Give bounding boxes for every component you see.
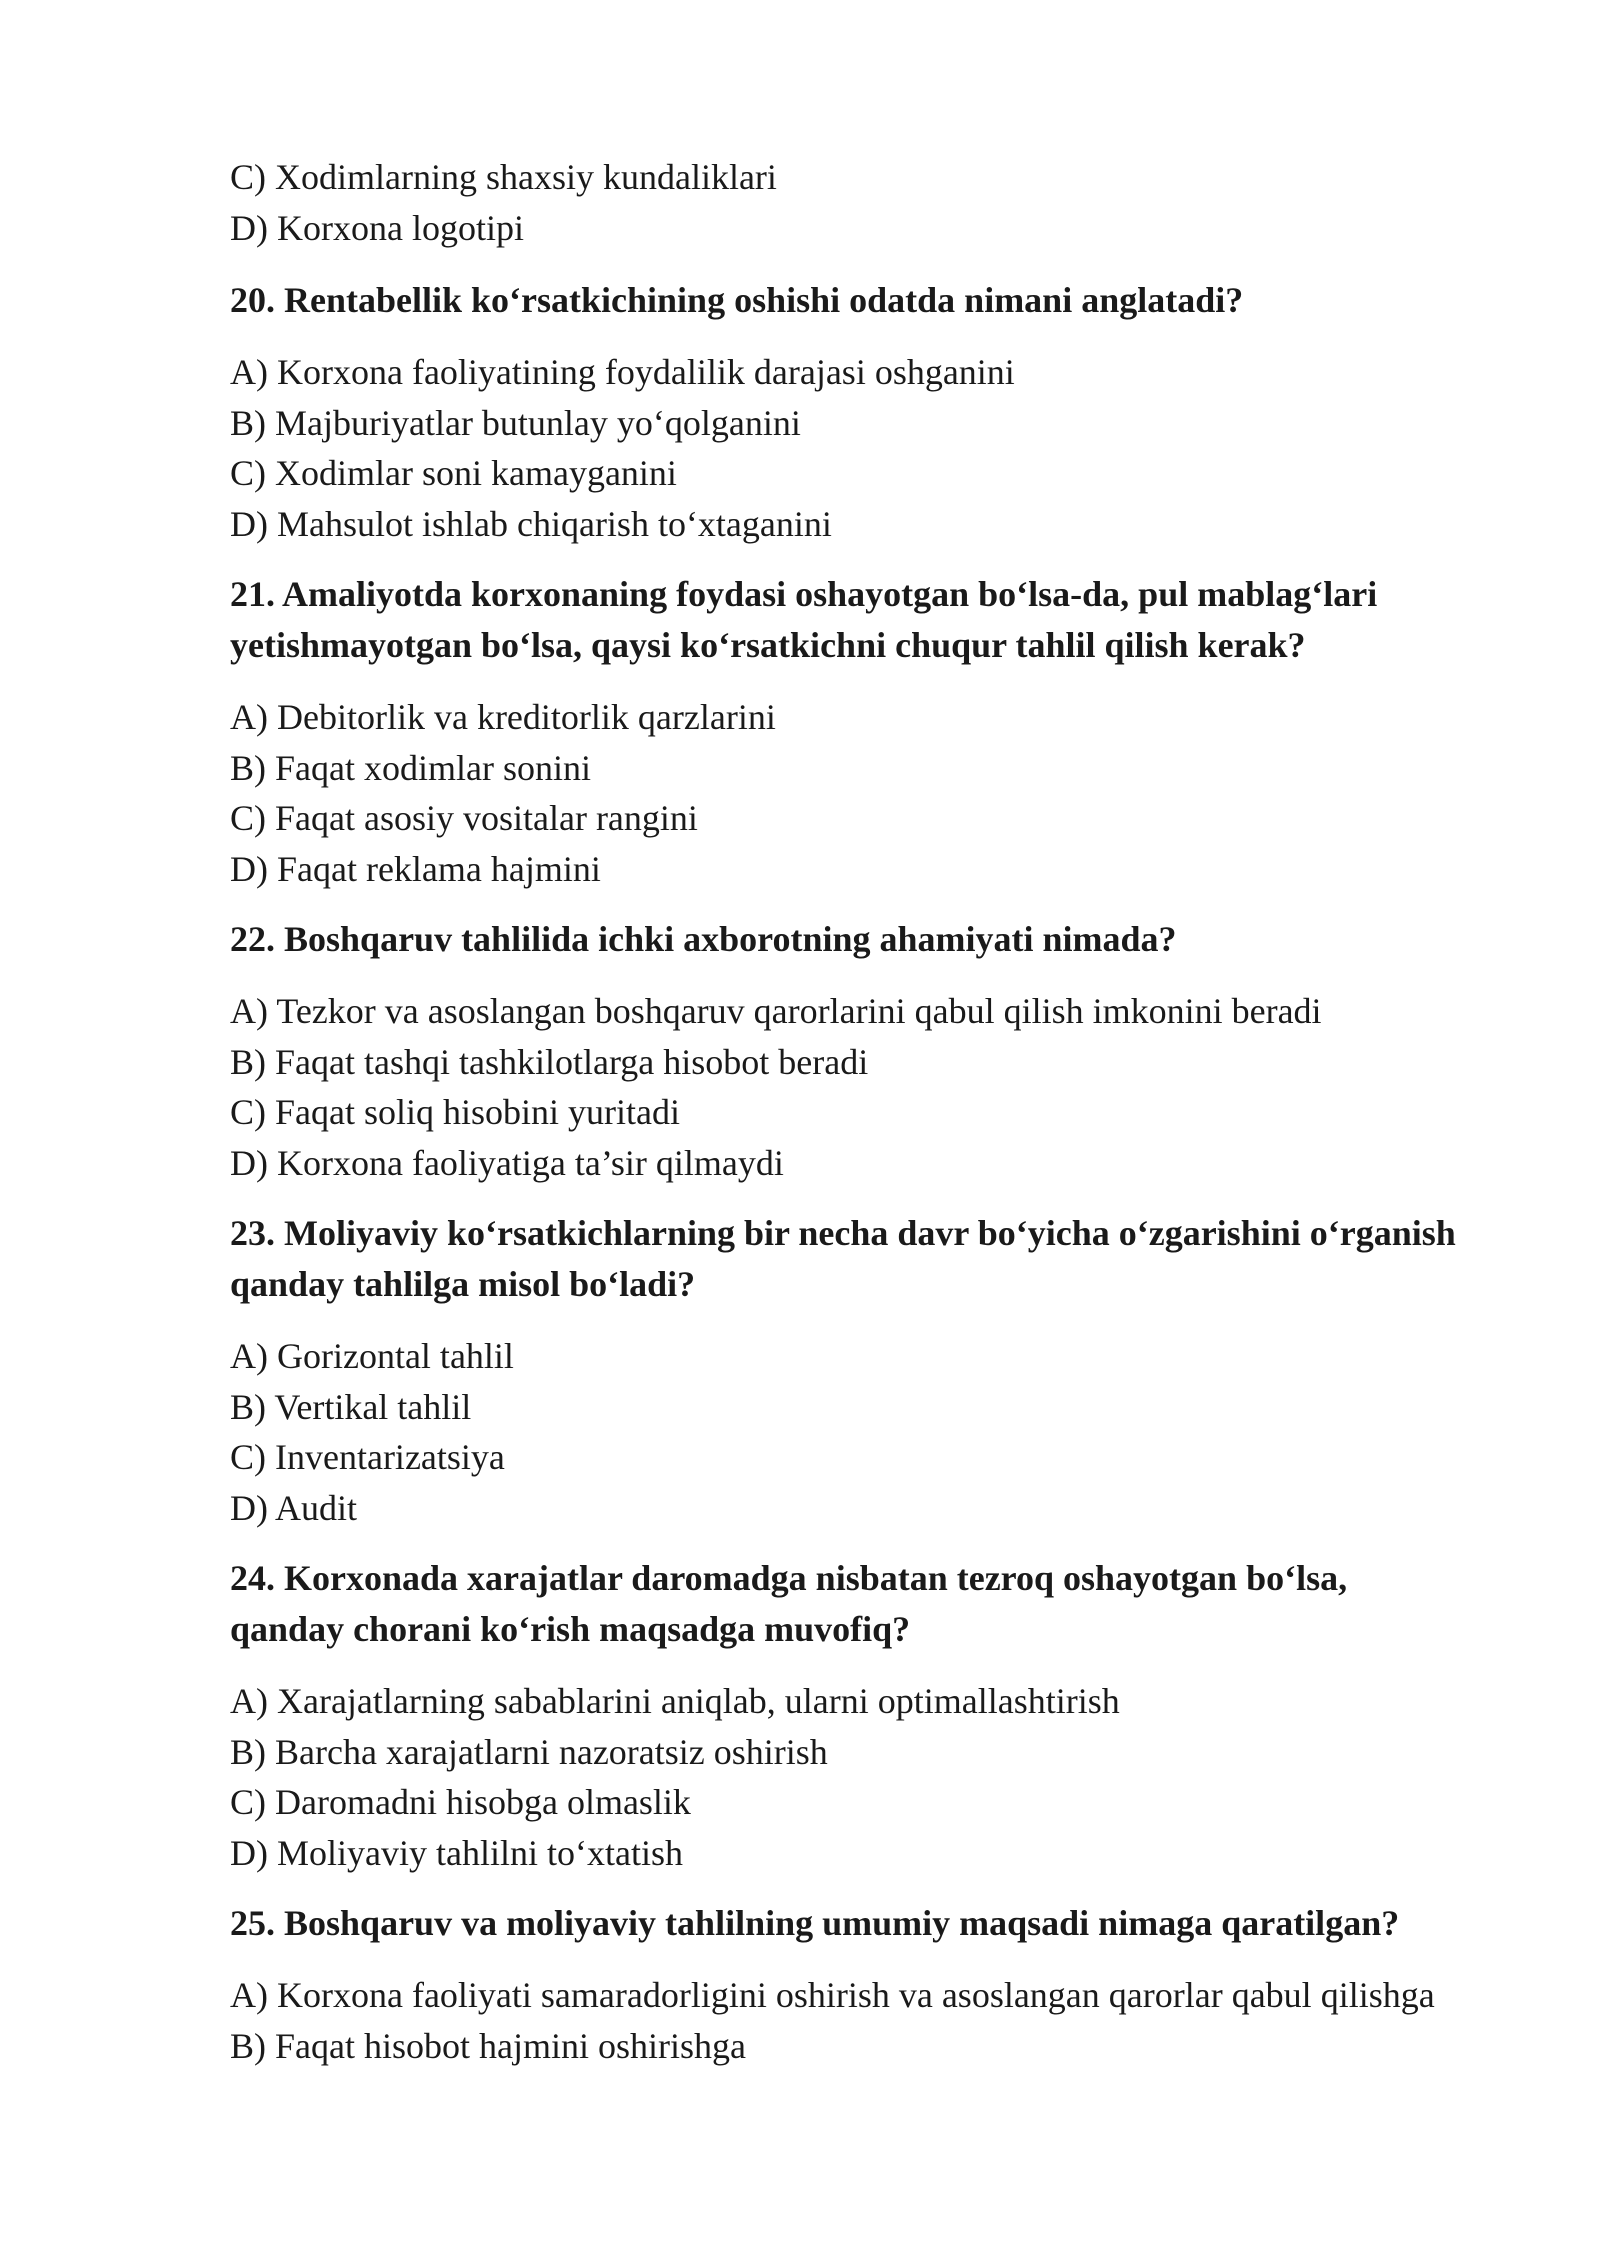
question-21-option-c: C) Faqat asosiy vositalar rangini — [230, 798, 698, 838]
question-23-option-b: B) Vertikal tahlil — [230, 1386, 472, 1427]
question-22-option-d: D) Korxona faoliyatiga ta’sir qilmaydi — [230, 1142, 784, 1183]
question-22-option-c: C) Faqat soliq hisobini yuritadi — [230, 1092, 680, 1132]
question-24-option-b: B) Barcha xarajatlarni nazoratsiz oshirish — [230, 1731, 828, 1772]
question-24-option-a: A) Xarajatlarning sabablarini aniqlab, ularni optimallashtirish — [230, 1681, 1120, 1721]
question-23-option-c: C) Inventarizatsiya — [230, 1437, 505, 1477]
question-21-option-a: A) Debitorlik va kreditorlik qarzlarini — [230, 697, 776, 737]
question-20-option-a: A) Korxona faoliyatining foydalilik darajasi oshganini — [230, 352, 1015, 392]
document-page — [230, 152, 1470, 2071]
question-22-text: 22. Boshqaruv tahlilida ichki axborotning ahamiyati nimada? — [230, 919, 1177, 959]
question-23-text: 23. Moliyaviy ko‘rsatkichlarning bir necha davr bo‘yicha o‘zgarishini o‘rganish qanday tahlilga misol bo‘ladi? — [230, 1213, 1456, 1304]
carryover-option: C) Xodimlarning shaxsiy kundaliklari — [230, 157, 777, 197]
question-22-option-a: A) Tezkor va asoslangan boshqaruv qarorlarini qabul qilish imkonini beradi — [230, 991, 1322, 1031]
question-21-option-d: D) Faqat reklama hajmini — [230, 848, 601, 889]
question-22-option-b: B) Faqat tashqi tashkilotlarga hisobot beradi — [230, 1041, 869, 1082]
question-20-option-d: D) Mahsulot ishlab chiqarish to‘xtaganini — [230, 503, 832, 544]
question-20-option-c: C) Xodimlar soni kamayganini — [230, 453, 677, 493]
question-24-text: 24. Korxonada xarajatlar daromadga nisbatan tezroq oshayotgan bo‘lsa, qanday chorani ko‘rish maqsadga muvofiq? — [230, 1558, 1348, 1649]
question-20-text: 20. Rentabellik ko‘rsatkichining oshishi odatda nimani anglatadi? — [230, 280, 1244, 320]
question-21-option-b: B) Faqat xodimlar sonini — [230, 747, 591, 788]
question-24-option-d: D) Moliyaviy tahlilni to‘xtatish — [230, 1832, 683, 1873]
question-21-text: 21. Amaliyotda korxonaning foydasi oshayotgan bo‘lsa-da, pul mablag‘lari yetishmayotgan bo‘lsa, qaysi ko‘rsatkichni chuqur tahlil qilish kerak? — [230, 574, 1378, 665]
question-20-option-b: B) Majburiyatlar butunlay yo‘qolganini — [230, 402, 801, 443]
question-23-option-a: A) Gorizontal tahlil — [230, 1336, 514, 1376]
carryover-option: D) Korxona logotipi — [230, 207, 524, 248]
question-25-option-b: B) Faqat hisobot hajmini oshirishga — [230, 2025, 746, 2066]
question-24-option-c: C) Daromadni hisobga olmaslik — [230, 1782, 691, 1822]
question-23-option-d: D) Audit — [230, 1487, 358, 1528]
question-25-text: 25. Boshqaruv va moliyaviy tahlilning umumiy maqsadi nimaga qaratilgan? — [230, 1903, 1400, 1943]
question-25-option-a: A) Korxona faoliyati samaradorligini oshirish va asoslangan qarorlar qabul qilishga — [230, 1975, 1435, 2015]
